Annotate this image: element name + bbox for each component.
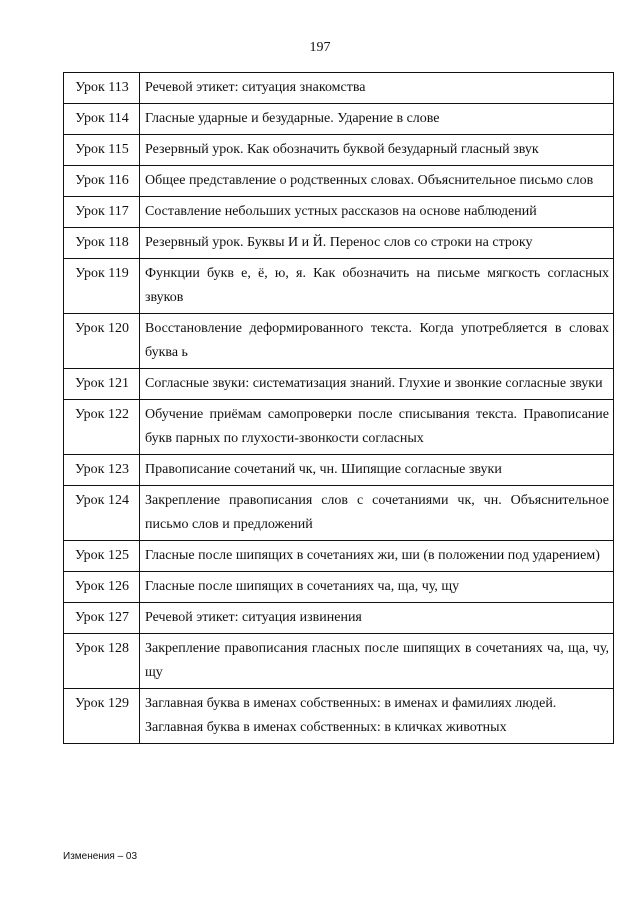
lesson-number: Урок 116: [64, 166, 140, 197]
lessons-table: [63, 72, 614, 744]
lesson-number: Урок 126: [64, 572, 140, 603]
lesson-topic: Гласные после шипящих в сочетаниях жи, ши (в положении под ударением): [140, 541, 614, 572]
table-row: [64, 486, 614, 541]
lesson-topic: Резервный урок. Буквы И и Й. Перенос слов со строки на строку: [140, 228, 614, 259]
lesson-topic: Согласные звуки: систематизация знаний. Глухие и звонкие согласные звуки: [140, 369, 614, 400]
table-row: [64, 197, 614, 228]
lesson-number: Урок 118: [64, 228, 140, 259]
table-row: [64, 634, 614, 689]
lesson-number: Урок 113: [64, 73, 140, 104]
lesson-number: Урок 119: [64, 259, 140, 314]
lesson-topic: Резервный урок. Как обозначить буквой безударный гласный звук: [140, 135, 614, 166]
lesson-topic: Восстановление деформированного текста. Когда употребляется в словах буква ь: [140, 314, 614, 369]
table-row: [64, 228, 614, 259]
lesson-topic: Гласные ударные и безударные. Ударение в слове: [140, 104, 614, 135]
lesson-topic: Функции букв е, ё, ю, я. Как обозначить на письме мягкость согласных звуков: [140, 259, 614, 314]
table-row: [64, 369, 614, 400]
lesson-topic: Правописание сочетаний чк, чн. Шипящие согласные звуки: [140, 455, 614, 486]
table-row: [64, 572, 614, 603]
lesson-number: Урок 124: [64, 486, 140, 541]
table-row: [64, 400, 614, 455]
lesson-topic: Гласные после шипящих в сочетаниях ча, ща, чу, щу: [140, 572, 614, 603]
lesson-topic: Общее представление о родственных словах. Объяснительное письмо слов: [140, 166, 614, 197]
lesson-number: Урок 125: [64, 541, 140, 572]
table-row: [64, 166, 614, 197]
lesson-number: Урок 123: [64, 455, 140, 486]
lesson-topic: Речевой этикет: ситуация знакомства: [140, 73, 614, 104]
table-row: [64, 314, 614, 369]
lesson-number: Урок 127: [64, 603, 140, 634]
page-number: 197: [309, 40, 331, 55]
table-row: [64, 73, 614, 104]
lesson-number: Урок 121: [64, 369, 140, 400]
table-row: [64, 689, 614, 744]
lesson-topic: Речевой этикет: ситуация извинения: [140, 603, 614, 634]
table-row: [64, 603, 614, 634]
lesson-topic-line: Заглавная буква в именах собственных: в именах и фамилиях людей.: [145, 696, 557, 711]
table-row: [64, 541, 614, 572]
table-row: [64, 455, 614, 486]
lesson-number: Урок 120: [64, 314, 140, 369]
lesson-number: Урок 117: [64, 197, 140, 228]
lesson-topic-line: Заглавная буква в именах собственных: в кличках животных: [145, 720, 507, 735]
lesson-topic: Закрепление правописания слов с сочетаниями чк, чн. Объяснительное письмо слов и предложений: [140, 486, 614, 541]
lesson-number: Урок 114: [64, 104, 140, 135]
lesson-topic: Обучение приёмам самопроверки после списывания текста. Правописание букв парных по глухости-звонкости согласных: [140, 400, 614, 455]
lesson-number: Урок 122: [64, 400, 140, 455]
table-row: [64, 259, 614, 314]
footer-revision-note: Изменения – 03: [63, 851, 138, 862]
table-row: [64, 104, 614, 135]
lesson-number: Урок 128: [64, 634, 140, 689]
lesson-topic: Закрепление правописания гласных после шипящих в сочетаниях ча, ща, чу, щу: [140, 634, 614, 689]
lesson-topic: Составление небольших устных рассказов на основе наблюдений: [140, 197, 614, 228]
lesson-number: Урок 129: [64, 689, 140, 744]
lesson-number: Урок 115: [64, 135, 140, 166]
lesson-topic: [140, 689, 614, 744]
table-row: [64, 135, 614, 166]
